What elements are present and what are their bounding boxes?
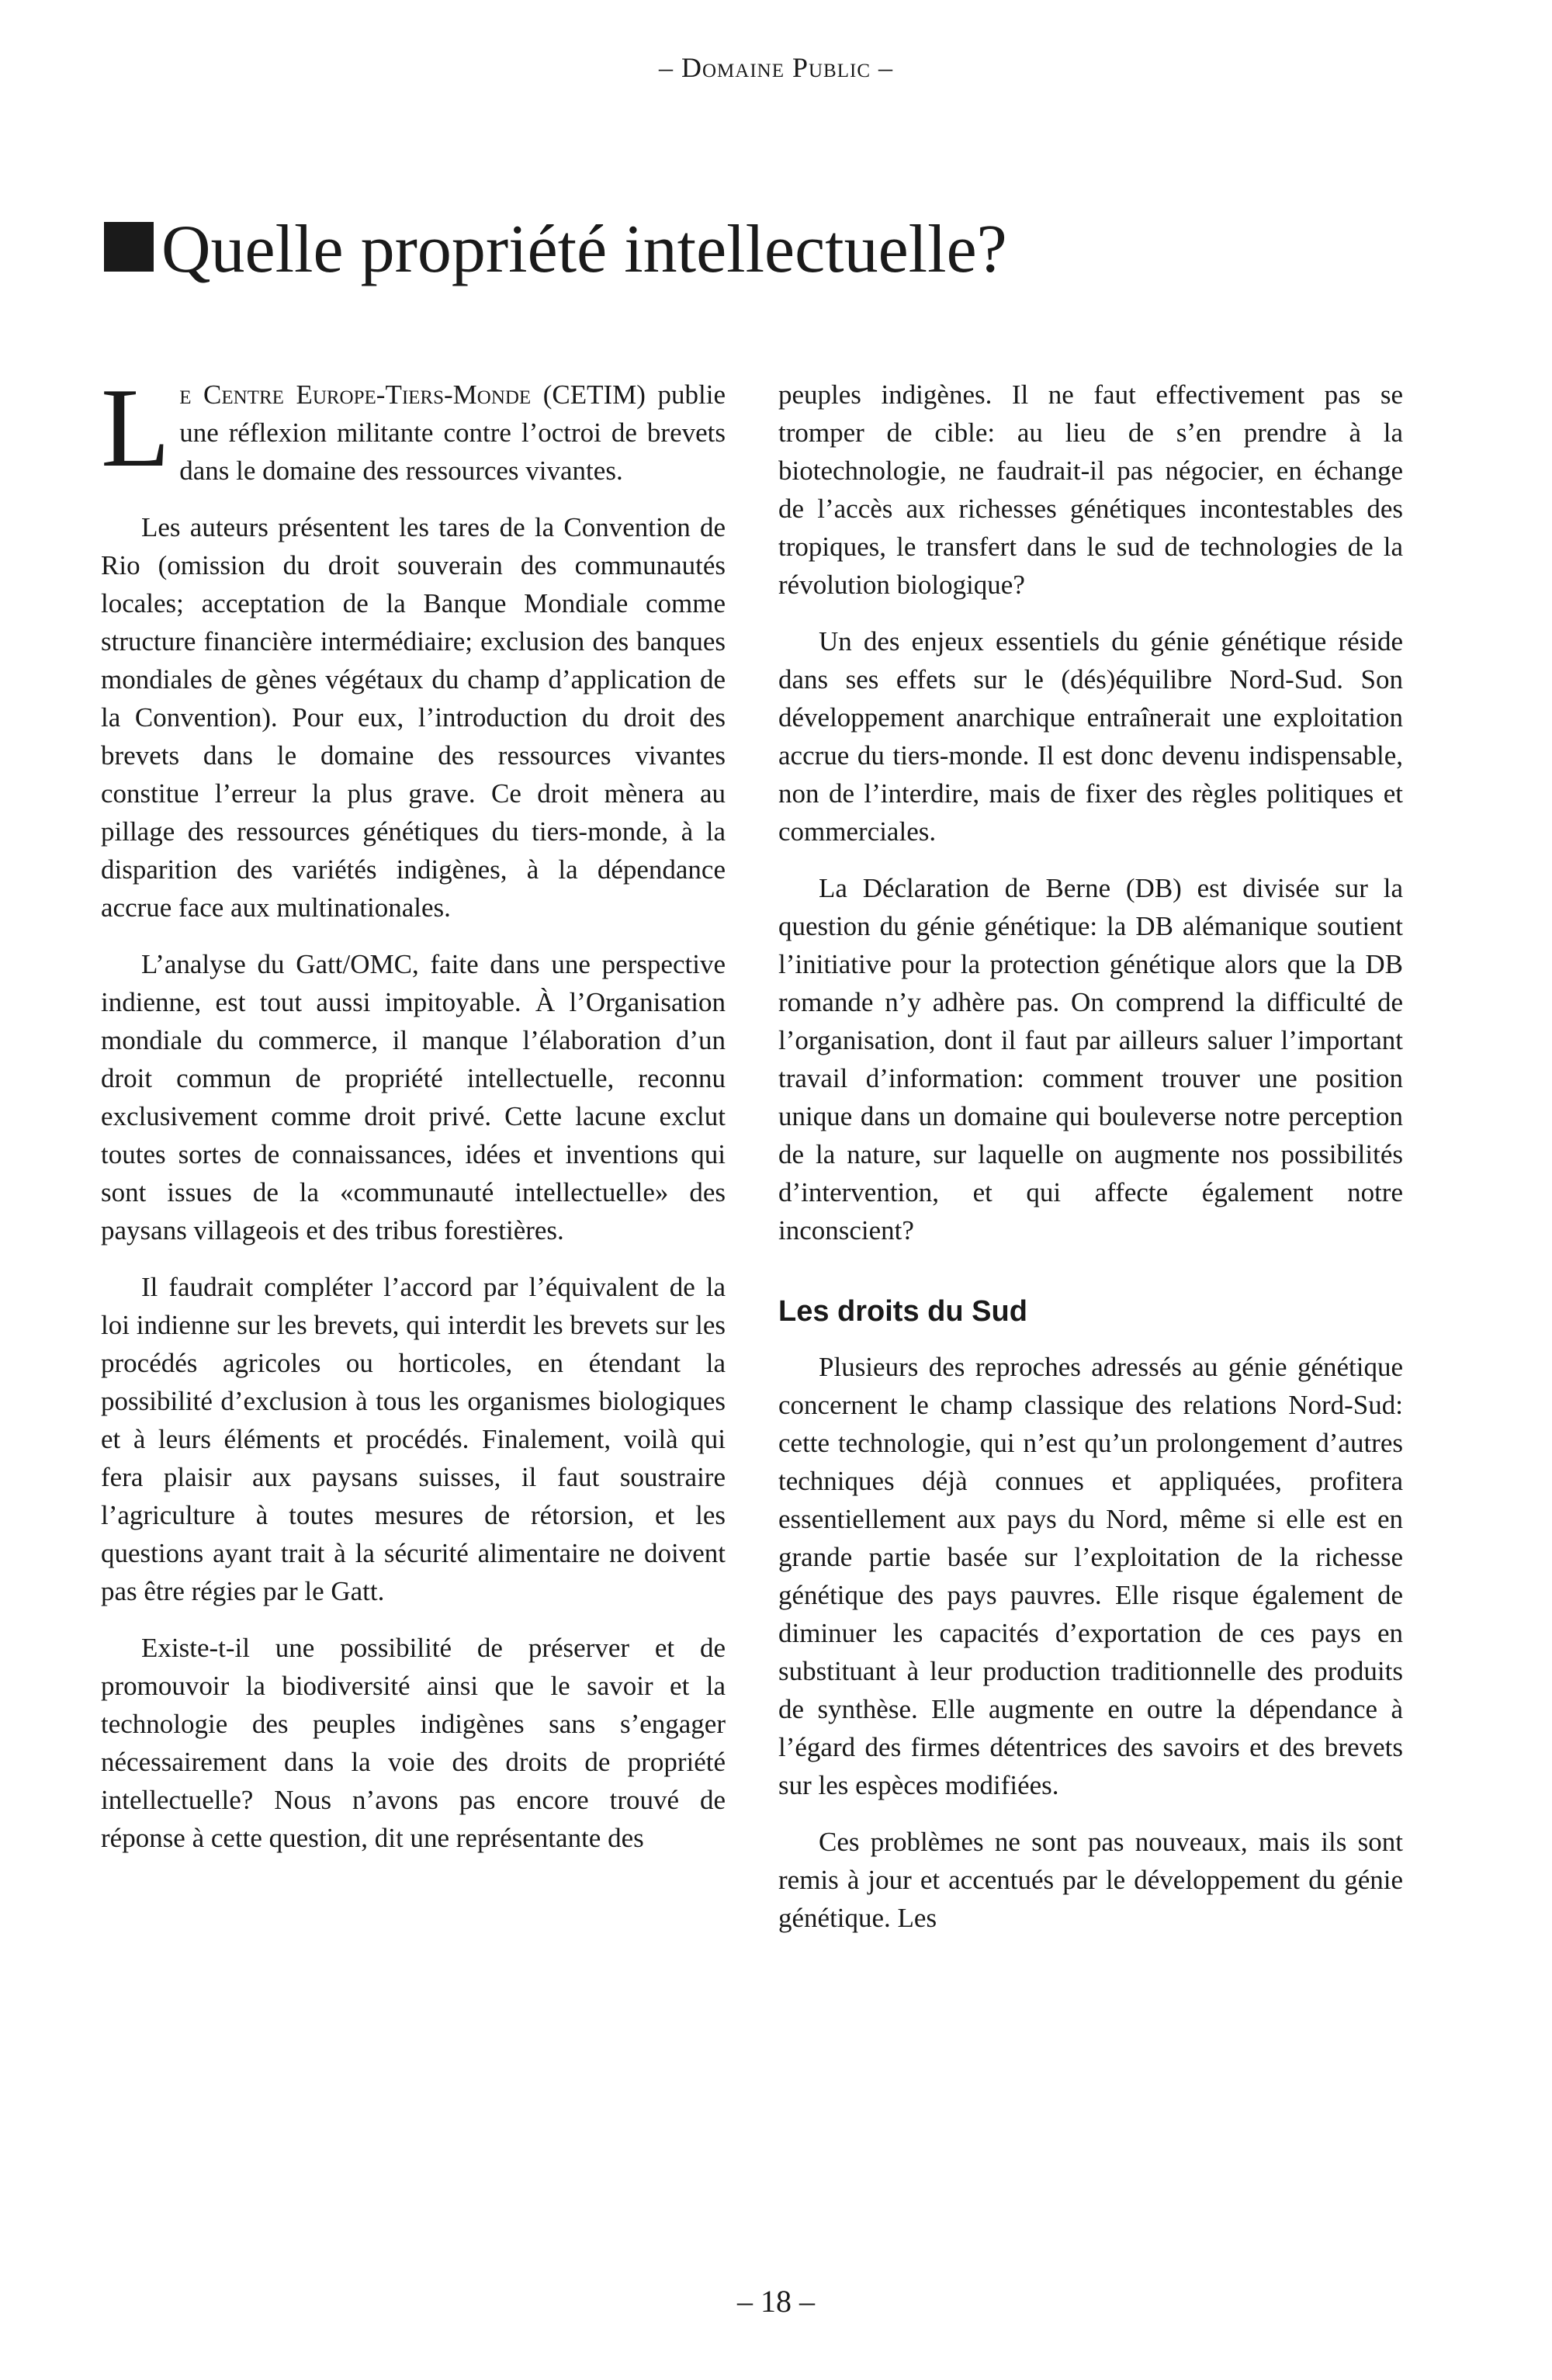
black-square-icon [104, 222, 154, 272]
paragraph: L’analyse du Gatt/OMC, faite dans une perspective indienne, est tout aussi impitoyable. À l’Organisation mondiale du commerce, il manque l’élaboration d’un droit commun de propriété intellectuelle, reconnu exclusivement comme droit privé. Cette lacune exclut toutes sortes de connaissances, idées et inventions qui sont issues de la «communauté intellectuelle» des paysans villageois et des tribus forestières. [101, 949, 726, 1245]
lead-paragraph [101, 365, 726, 490]
page-number: – 18 – [737, 2284, 815, 2319]
paragraph: Les auteurs présentent les tares de la Convention de Rio (omission du droit souverain des communautés locales; acceptation de la Banque Mondiale comme structure financière intermédiaire; exclusion des banques mondiales de gènes végétaux du champ d’application de la Convention). Pour eux, l’introduction du droit des brevets dans le domaine des ressources vivantes constitue l’erreur la plus grave. Ce droit mènera au pillage des ressources génétiques du tiers-monde, à la disparition des variétés indigènes, à la dépendance accrue face aux multinationales. [101, 512, 726, 923]
paragraph: Ces problèmes ne sont pas nouveaux, mais ils sont remis à jour et accentués par le développement du génie génétique. Les [778, 1827, 1403, 1933]
lead-smallcaps: e Centre Europe-Tiers-Monde [179, 379, 532, 410]
paragraph: Plusieurs des reproches adressés au génie génétique concernent le champ classique des relations Nord-Sud: cette technologie, qui n’est qu’un prolongement d’autres techniques déjà connues et appliquées, profitera essentiellement aux pays du Nord, même si elle est en grande partie basée sur l’exploitation de la richesse génétique des pays pauvres. Elle risque également de diminuer les capacités d’exportation de ces pays en substituant à leur production traditionnelle des produits de synthèse. Elle augmente en outre la dépendance à l’égard des firmes détentrices des savoirs et des brevets sur les espèces modifiées. [778, 1352, 1403, 1800]
section-subheading: Les droits du Sud [778, 1295, 1027, 1328]
continued-paragraph: peuples indigènes. Il ne faut effectivement pas se tromper de cible: au lieu de s’en prendre à la biotechnologie, ne faudrait-il pas négocier, en échange de l’accès aux richesses génétiques incontestables des tropiques, le transfert dans le sud de technologies de la révolution biologique? [778, 379, 1403, 600]
paragraph: Il faudrait compléter l’accord par l’équivalent de la loi indienne sur les brevets, qui interdit les brevets sur les procédés agricoles ou horticoles, en étendant la possibilité d’exclusion à tous les organismes biologiques et à leurs éléments et procédés. Finalement, voilà qui fera plaisir aux paysans suisses, il faut soustraire l’agriculture à toutes mesures de rétorsion, et les questions ayant trait à la sécurité alimentaire ne doivent pas être régies par le Gatt. [101, 1272, 726, 1606]
lead-text: (CETIM) publie une réflexion militante contre l’octroi de brevets dans le domaine des ressources vivantes. [179, 379, 726, 486]
article-title-block [104, 212, 1007, 287]
paragraph: Existe-t-il une possibilité de préserver et de promouvoir la biodiversité ainsi que le savoir et la technologie des peuples indigènes sans s’engager nécessairement dans la voie des droits de propriété intellectuelle? Nous n’avons pas encore trouvé de réponse à cette question, dit une représentante des [101, 1633, 726, 1853]
drop-cap: L [101, 365, 171, 490]
running-header: – Domaine Public – [658, 52, 893, 83]
article-title: Quelle propriété intellectuelle? [161, 212, 1007, 287]
right-column [778, 376, 1403, 1956]
paragraph: La Déclaration de Berne (DB) est divisée sur la question du génie génétique: la DB alémanique soutient l’initiative pour la protection génétique alors que la DB romande n’y adhère pas. On comprend la difficulté de l’organisation, dont il faut par ailleurs saluer l’important travail d’information: comment trouver une position unique dans un domaine qui bouleverse notre perception de la nature, sur laquelle on augmente nos possibilités d’intervention, et qui affecte également notre inconscient? [778, 873, 1403, 1245]
left-column [101, 365, 726, 1876]
paragraph: Un des enjeux essentiels du génie génétique réside dans ses effets sur le (dés)équilibre Nord-Sud. Son développement anarchique entraînerait une exploitation accrue du tiers-monde. Il est donc devenu indispensable, non de l’interdire, mais de fixer des règles politiques et commerciales. [778, 626, 1403, 847]
